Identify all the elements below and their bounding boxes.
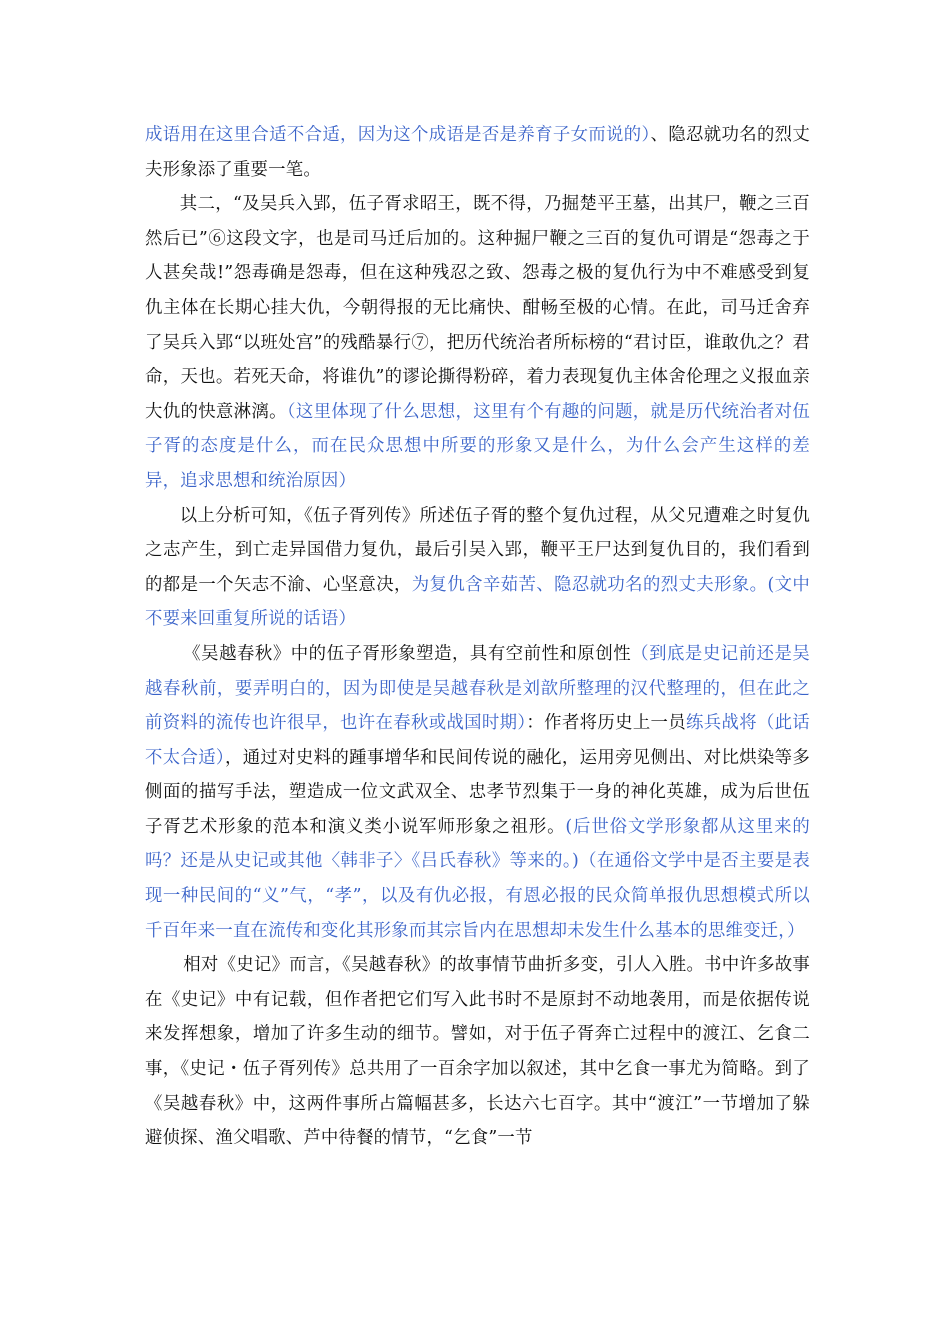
body-text: 以上分析可知，《伍子胥列传》所述伍子胥的整个复仇过程，从父兄遭难之时复仇之志产生，到亡走异国借力复仇，最后引吴入郢，鞭平王尸达到复仇目的，我们看到的都是一个矢志不渝、心坚意决， — [145, 505, 810, 595]
paragraph-1 — [145, 118, 810, 187]
body-text: 、隐忍就功名的烈丈夫形象添了重要一笔。 — [145, 125, 810, 180]
annotation: 成语用在这里合适不合适，因为这个成语是否是养育子女而说的） — [145, 125, 651, 145]
paragraph-4 — [145, 637, 810, 948]
body-text: 其二，“及吴兵入郢，伍子胥求昭王，既不得，乃掘楚平王墓，出其尸，鞭之三百然后已”⑥这段文字，也是司马迁后加的。这种掘尸鞭之三百的复仇可谓是“怨毒之于人甚矣哉!”怨毒确是怨毒，但在这种残忍之致、怨毒之极的复仇行为中不难感受到复仇主体在长期心挂大仇，今朝得报的无比痛快、酣畅至极的心情。在此，司马迁舍弃了吴兵入郢“以班处宫”的残酷暴行⑦，把历代统治者所标榜的“君讨臣，谁敢仇之？君命，天也。若死天命，将谁仇”的谬论撕得粉碎，着力表现复仇主体舍伦理之义报血亲大仇的快意淋漓。 — [145, 194, 810, 422]
paragraph-5 — [145, 948, 810, 1156]
body-text: 《吴越春秋》中的伍子胥形象塑造，具有空前性和原创性 — [183, 643, 632, 664]
annotation: (后世俗文学形象都从这里来的吗？还是从史记或其他〈韩非子〉《吕氏春秋》等来的。)（在通俗文学中是否主要是表现一种民间的“义”气，“孝”，以及有仇必报，有恩必报的民众简单报仇思想模式所以千百年来一直在流传和变化其形象而其宗旨内在思想却未发生什么基本的思维变迁，） — [145, 816, 810, 941]
annotation: 练兵战将（此话不太合适） — [145, 713, 810, 768]
body-text: ：作者将历史上一员 — [526, 713, 687, 734]
body-text: 相对《史记》而言，《吴越春秋》的故事情节曲折多变，引人入胜。书中许多故事在《史记》中有记载，但作者把它们写入此书时不是原封不动地袭用，而是依据传说来发挥想象，增加了许多生动的细节。譬如，对于伍子胥奔亡过程中的渡江、乞食二事，《史记・伍子胥列传》总共用了一百余字加以叙述，其中乞食一事尤为简略。到了《吴越春秋》中，这两件事所占篇幅甚多，长达六七百字。其中“渡江”一节增加了躲避侦探、渔父唱歌、芦中待餐的情节，“乞食”一节 — [145, 955, 810, 1149]
document-body — [145, 118, 810, 1156]
paragraph-3 — [145, 499, 810, 637]
annotation: （这里体现了什么思想，这里有个有趣的问题，就是历代统治者对伍子胥的态度是什么，而在民众思想中所要的形象又是什么，为什么会产生这样的差异，追求思想和统治原因） — [145, 401, 810, 491]
body-text: ，通过对史料的踵事增华和民间传说的融化，运用旁见侧出、对比烘染等多侧面的描写手法，塑造成一位文武双全、忠孝节烈集于一身的神化英雄，成为后世伍子胥艺术形象的范本和演义类小说军师形象之祖形。 — [145, 747, 810, 837]
annotation: 为复仇含辛茹苦、隐忍就功名的烈丈夫形象。(文中不要来回重复所说的话语） — [145, 574, 810, 630]
paragraph-2 — [145, 187, 810, 498]
annotation: （到底是史记前还是吴越春秋前，要弄明白的，因为即使是吴越春秋是刘歆所整理的汉代整理的，但在此之前资料的流传也许很早，也许在春秋或战国时期） — [145, 643, 810, 734]
